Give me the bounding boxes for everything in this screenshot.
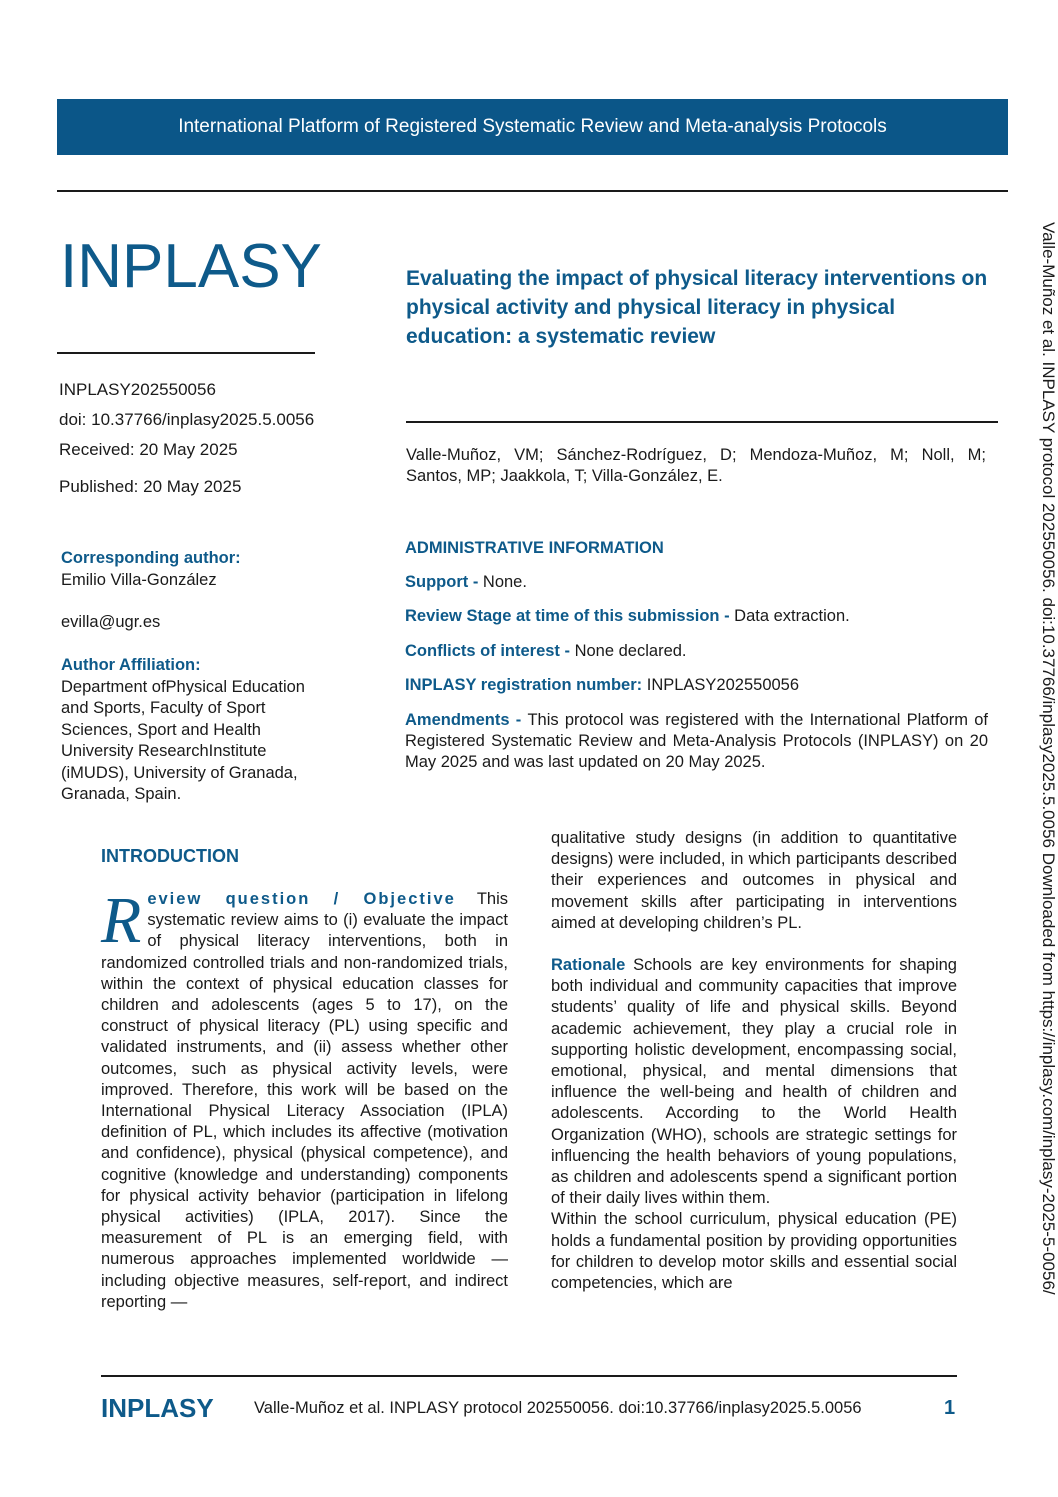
introduction-heading: INTRODUCTION <box>101 846 239 866</box>
admin-heading: ADMINISTRATIVE INFORMATION <box>405 539 664 557</box>
registration-value: INPLASY202550056 <box>646 676 800 694</box>
article-id: INPLASY202550056 <box>59 380 216 399</box>
corresponding-name: Emilio Villa-González <box>61 570 217 589</box>
pe-paragraph: Within the school curriculum, physical education (PE) holds a fundamental position by providing opportunities for children to develop motor skills and essential social competencies, which are <box>551 1210 957 1293</box>
support-value: None. <box>482 573 527 591</box>
journal-banner: International Platform of Registered Systematic Review and Meta-analysis Protocols <box>57 99 1008 155</box>
intro-column-right <box>551 828 957 1294</box>
registration-label: INPLASY registration number: <box>405 676 647 694</box>
logo-rule <box>57 352 315 354</box>
affiliation-label: Author Affiliation: <box>61 656 201 674</box>
author-affiliation <box>61 655 336 806</box>
footer-citation: Valle-Muñoz et al. INPLASY protocol 202550056. doi:10.37766/inplasy2025.5.0056 <box>254 1399 862 1417</box>
intro-column-left <box>101 884 508 1313</box>
rationale-label: Rationale <box>551 956 626 975</box>
admin-review-stage <box>405 606 988 627</box>
header-rule <box>57 190 1008 192</box>
stage-value: Data extraction. <box>734 607 850 625</box>
inplasy-logo: INPLASY <box>60 232 322 301</box>
amendments-label: Amendments - <box>405 711 528 729</box>
amendments-value: This protocol was registered with the International Platform of Registered Systematic Review and Meta-Analysis Protocols (INPLASY) on 20 May 2025 and was last updated on 20 May 2025. <box>405 711 988 771</box>
author-list: Valle-Muñoz, VM; Sánchez-Rodríguez, D; Mendoza-Muñoz, M; Noll, M; Santos, MP; Jaakkola, T; Villa-González, E. <box>406 446 986 485</box>
objective-text: This systematic review aims to (i) evaluate the impact of physical literacy interventions, both in randomized controlled trials and non-randomized trials, within the context of physical education classes for children and adolescents (ages 5 to 17), on the construct of physical literacy (PL) using specific and validated instruments, and (ii) assess whether other outcomes, such as physical activity levels, were improved. Therefore, this work will be based on the International Physical Literacy Association (IPLA) definition of PL, which includes its affective (motivation and confidence), physical (physical competence), and cognitive (knowledge and understanding) components for physical activity behavior (participation in lifelong physical activities) (IPLA, 2017). Since the measurement of PL is an emerging field, with numerous approaches implemented worldwide — including objective measures, self-report, and indirect reporting — <box>101 890 508 1311</box>
drop-cap: R <box>101 884 142 957</box>
admin-support <box>405 572 988 593</box>
page-number: 1 <box>944 1397 956 1419</box>
published-date: Published: 20 May 2025 <box>59 477 242 496</box>
corresponding-label: Corresponding author: <box>61 549 241 567</box>
received-date: Received: 20 May 2025 <box>59 440 238 459</box>
side-download-note <box>1038 222 1058 1362</box>
conflicts-value: None declared. <box>574 642 687 660</box>
title-rule <box>406 421 998 423</box>
support-label: Support - <box>405 573 483 591</box>
qualitative-paragraph: qualitative study designs (in addition to quantitative designs) were included, in which participants described their experiences and outcomes in physical and movement skills after participating in interventions aimed at developing children’s PL. <box>551 829 957 932</box>
corresponding-email[interactable]: evilla@ugr.es <box>61 613 161 631</box>
side-note-text[interactable]: Valle-Muñoz et al. INPLASY protocol 202550056. doi:10.37766/inplasy2025.5.0056 Downloaded from https://inplasy.com/inplasy-2025-5-0056/ <box>1039 222 1058 1295</box>
article-title: Evaluating the impact of physical literacy interventions on physical activity and physical literacy in physical education: a systematic review <box>406 267 988 348</box>
admin-amendments <box>405 710 988 773</box>
conflicts-label: Conflicts of interest - <box>405 642 575 660</box>
admin-registration <box>405 675 988 696</box>
corresponding-author <box>61 548 336 634</box>
admin-conflicts <box>405 641 988 662</box>
article-doi[interactable]: doi: 10.37766/inplasy2025.5.0056 <box>59 410 315 429</box>
stage-label: Review Stage at time of this submission - <box>405 607 735 625</box>
footer-rule <box>101 1375 957 1377</box>
footer-logo: INPLASY <box>101 1393 214 1423</box>
rationale-paragraph <box>551 955 957 1209</box>
rationale-text: Schools are key environments for shaping both individual and community capacities that improve students’ quality of life and physical skills. Beyond academic achievement, they play a crucial role in supporting holistic development, encompassing social, emotional, physical, and mental dimensions that influence the well-being and health of children and adolescents. According to the World Health Organization (WHO), schools are strategic settings for influencing the health behaviors of young populations, as children and adolescents spend a significant portion of their daily lives within them. <box>551 956 957 1208</box>
affiliation-text: Department ofPhysical Education and Sports, Faculty of Sport Sciences, Sport and Health University ResearchInstitute (iMUDS), University of Granada, Granada, Spain. <box>61 677 305 803</box>
objective-label: eview question / Objective <box>147 890 456 908</box>
